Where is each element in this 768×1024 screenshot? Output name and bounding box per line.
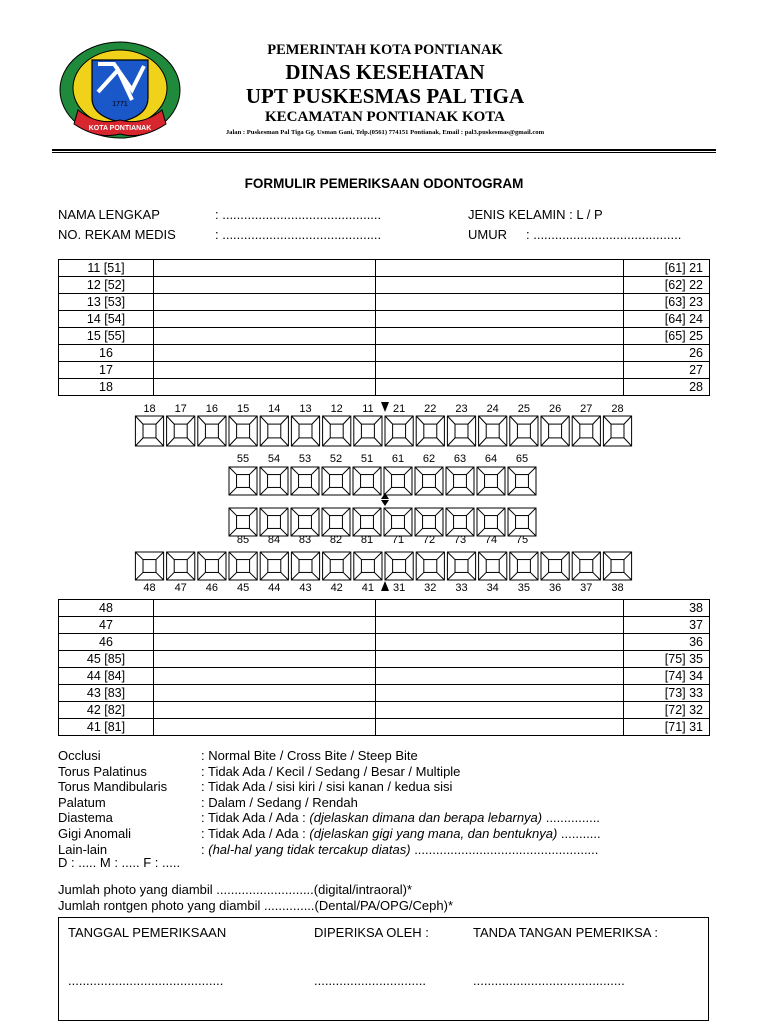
tooth-box[interactable] — [479, 416, 507, 446]
photo-count-field[interactable]: Jumlah photo yang diambil ...........................(digital/intraoral)* — [58, 882, 413, 897]
tooth-number: 53 — [298, 453, 312, 465]
tooth-note-right[interactable] — [376, 600, 624, 617]
examiner-label: DIPERIKSA OLEH : — [314, 925, 429, 940]
tooth-number: 31 — [392, 582, 406, 594]
tooth-label-right: [63] 23 — [624, 294, 710, 311]
tooth-box[interactable] — [322, 508, 350, 536]
tooth-note-right[interactable] — [376, 345, 624, 362]
tooth-note-left[interactable] — [154, 277, 376, 294]
tooth-label-right: 36 — [624, 634, 710, 651]
exam-label: Gigi Anomali — [58, 826, 131, 841]
tooth-label-left: 18 — [59, 379, 154, 396]
tooth-note-right[interactable] — [376, 260, 624, 277]
exam-label: Diastema — [58, 810, 113, 826]
tooth-box[interactable] — [135, 552, 163, 580]
tooth-label-left: 41 [81] — [59, 719, 154, 736]
header-address: Jalan : Puskesman Pal Tiga Gg. Usman Gani, Telp.(0561) 774151 Pontianak, Email : pal3.puskesmas@gmail.com — [225, 129, 545, 136]
exam-value[interactable]: : (hal-hal yang tidak tercakup diatas) ................................................... — [201, 841, 599, 857]
tooth-note-left[interactable] — [154, 311, 376, 328]
tooth-label-right: [61] 21 — [624, 260, 710, 277]
examiner-field[interactable]: ............................... — [314, 973, 426, 988]
tooth-note-right[interactable] — [376, 294, 624, 311]
tooth-label-right: 28 — [624, 379, 710, 396]
exam-label: Occlusi — [58, 748, 101, 763]
tooth-note-left[interactable] — [154, 362, 376, 379]
lower-tooth-row — [59, 685, 710, 702]
midline-arrow-primary-down — [381, 500, 389, 506]
tooth-number: 85 — [236, 534, 250, 546]
tooth-box[interactable] — [572, 552, 600, 580]
tooth-number: 25 — [517, 403, 531, 415]
tooth-box[interactable] — [354, 552, 382, 580]
upper-tooth-row — [59, 294, 710, 311]
tooth-number: 83 — [298, 534, 312, 546]
lower-tooth-row — [59, 651, 710, 668]
tooth-box[interactable] — [323, 416, 351, 446]
tooth-box[interactable] — [510, 552, 538, 580]
tooth-number: 15 — [236, 403, 250, 415]
record-field[interactable]: : ............................................ — [215, 227, 382, 242]
midline-arrow-primary-up — [381, 493, 389, 499]
exam-value[interactable]: : Normal Bite / Cross Bite / Steep Bite — [201, 748, 418, 763]
tooth-box[interactable] — [446, 467, 474, 495]
exam-label: Palatum — [58, 794, 106, 810]
tooth-box[interactable] — [384, 508, 412, 536]
tooth-number: 24 — [486, 403, 499, 415]
upper-tooth-row — [59, 379, 710, 396]
tooth-label-left: 12 [52] — [59, 277, 154, 294]
exam-value[interactable]: : Tidak Ada / Kecil / Sedang / Besar / Multiple — [201, 763, 461, 779]
upper-teeth-table — [58, 259, 710, 396]
tooth-number: 46 — [205, 582, 219, 594]
exam-date-field[interactable]: ........................................... — [68, 973, 224, 988]
tooth-box[interactable] — [479, 552, 507, 580]
tooth-label-right: [75] 35 — [624, 651, 710, 668]
tooth-box[interactable] — [447, 552, 475, 580]
tooth-number: 44 — [268, 582, 281, 594]
signature-box — [58, 917, 709, 1021]
tooth-box[interactable] — [260, 416, 288, 446]
tooth-note-left[interactable] — [154, 651, 376, 668]
tooth-label-left: 45 [85] — [59, 651, 154, 668]
tooth-number: 52 — [329, 453, 343, 465]
tooth-box[interactable] — [198, 552, 226, 580]
tooth-label-right: 37 — [624, 617, 710, 634]
lower-tooth-row — [59, 668, 710, 685]
xray-count-field[interactable]: Jumlah rontgen photo yang diambil ..............(Dental/PA/OPG/Ceph)* — [58, 898, 454, 913]
record-label: NO. REKAM MEDIS — [58, 227, 176, 242]
tooth-note-left[interactable] — [154, 685, 376, 702]
header-department: DINAS KESEHATAN — [285, 60, 485, 84]
signature-field[interactable]: .......................................... — [473, 973, 625, 988]
tooth-note-left[interactable] — [154, 379, 376, 396]
tooth-note-left[interactable] — [154, 260, 376, 277]
midline-arrow-up — [381, 581, 389, 591]
exam-label: Lain-lain — [58, 841, 108, 857]
tooth-number: 23 — [455, 403, 468, 415]
tooth-note-right[interactable] — [376, 328, 624, 345]
tooth-box[interactable] — [541, 416, 569, 446]
tooth-box[interactable] — [198, 416, 226, 446]
signature-label: TANDA TANGAN PEMERIKSA : — [473, 925, 658, 940]
lower-tooth-row — [59, 634, 710, 651]
tooth-number: 42 — [330, 582, 343, 594]
tooth-number: 17 — [174, 403, 187, 415]
tooth-label-left: 11 [51] — [59, 260, 154, 277]
header-clinic: UPT PUSKESMAS PAL TIGA — [245, 84, 525, 108]
tooth-number: 48 — [143, 582, 156, 594]
tooth-number: 21 — [392, 403, 406, 415]
tooth-number: 35 — [517, 582, 531, 594]
tooth-number: 45 — [236, 582, 250, 594]
tooth-label-right: [71] 31 — [624, 719, 710, 736]
tooth-number: 43 — [299, 582, 312, 594]
tooth-box[interactable] — [323, 552, 351, 580]
tooth-box[interactable] — [447, 416, 475, 446]
tooth-note-left[interactable] — [154, 702, 376, 719]
tooth-box[interactable] — [291, 416, 319, 446]
upper-tooth-row — [59, 277, 710, 294]
age-label: UMUR — [468, 227, 507, 242]
tooth-label-left: 43 [83] — [59, 685, 154, 702]
lower-teeth-table — [58, 599, 710, 736]
tooth-box[interactable] — [510, 416, 538, 446]
tooth-number: 37 — [580, 582, 593, 594]
tooth-box[interactable] — [415, 508, 443, 536]
tooth-box[interactable] — [446, 508, 474, 536]
tooth-note-left[interactable] — [154, 617, 376, 634]
tooth-number: 18 — [143, 403, 156, 415]
tooth-label-left: 15 [55] — [59, 328, 154, 345]
exam-value[interactable]: : Dalam / Sedang / Rendah — [201, 794, 358, 810]
tooth-box[interactable] — [135, 416, 163, 446]
upper-tooth-row — [59, 362, 710, 379]
header-divider-thick — [52, 149, 716, 151]
tooth-number: 12 — [330, 403, 343, 415]
exam-value[interactable]: : Tidak Ada / sisi kiri / sisi kanan / kedua sisi — [201, 779, 453, 795]
tooth-number: 54 — [267, 453, 281, 465]
tooth-number: 16 — [205, 403, 219, 415]
tooth-note-left[interactable] — [154, 600, 376, 617]
tooth-box[interactable] — [229, 416, 257, 446]
tooth-number: 11 — [362, 403, 374, 415]
tooth-box[interactable] — [229, 552, 257, 580]
tooth-box[interactable] — [353, 508, 381, 536]
tooth-label-left: 48 — [59, 600, 154, 617]
header-district: KECAMATAN PONTIANAK KOTA — [265, 109, 505, 125]
tooth-box[interactable] — [322, 467, 350, 495]
tooth-label-right: 26 — [624, 345, 710, 362]
dmf-field[interactable]: D : ..... M : ..... F : ..... — [58, 855, 181, 870]
tooth-note-right[interactable] — [376, 362, 624, 379]
tooth-note-right[interactable] — [376, 277, 624, 294]
tooth-note-right[interactable] — [376, 311, 624, 328]
tooth-number: 33 — [455, 582, 468, 594]
header-government: PEMERINTAH KOTA PONTIANAK — [267, 42, 503, 58]
tooth-label-right: [64] 24 — [624, 311, 710, 328]
tooth-box[interactable] — [603, 552, 631, 580]
tooth-box[interactable] — [415, 467, 443, 495]
tooth-box[interactable] — [477, 467, 505, 495]
tooth-label-right: [74] 34 — [624, 668, 710, 685]
tooth-box[interactable] — [291, 467, 319, 495]
tooth-note-left[interactable] — [154, 294, 376, 311]
upper-tooth-row — [59, 345, 710, 362]
tooth-box[interactable] — [260, 508, 288, 536]
exam-value[interactable]: : Tidak Ada / Ada : (djelaskan dimana dan berapa lebarnya) ............... — [201, 810, 600, 826]
tooth-label-right: [73] 33 — [624, 685, 710, 702]
tooth-number: 41 — [361, 582, 375, 594]
tooth-box[interactable] — [260, 467, 288, 495]
tooth-number: 22 — [424, 403, 437, 415]
tooth-box[interactable] — [167, 416, 195, 446]
tooth-number: 34 — [486, 582, 499, 594]
tooth-box[interactable] — [291, 508, 319, 536]
tooth-label-left: 14 [54] — [59, 311, 154, 328]
tooth-note-left[interactable] — [154, 328, 376, 345]
tooth-box[interactable] — [541, 552, 569, 580]
tooth-number: 84 — [267, 534, 281, 546]
exam-label: Torus Palatinus — [58, 763, 147, 779]
header-divider-thin — [52, 152, 716, 153]
tooth-box[interactable] — [477, 508, 505, 536]
tooth-number: 32 — [424, 582, 437, 594]
exam-date-label: TANGGAL PEMERIKSAAN — [68, 925, 227, 940]
tooth-box[interactable] — [384, 467, 412, 495]
tooth-box[interactable] — [572, 416, 600, 446]
tooth-box[interactable] — [603, 416, 631, 446]
tooth-label-right: 27 — [624, 362, 710, 379]
lower-tooth-row — [59, 617, 710, 634]
tooth-note-left[interactable] — [154, 634, 376, 651]
tooth-label-left: 17 — [59, 362, 154, 379]
tooth-note-right[interactable] — [376, 702, 624, 719]
tooth-number: 64 — [484, 453, 498, 465]
lower-tooth-row — [59, 702, 710, 719]
tooth-box[interactable] — [416, 416, 444, 446]
tooth-box[interactable] — [229, 508, 257, 536]
tooth-note-right[interactable] — [376, 685, 624, 702]
tooth-number: 63 — [453, 453, 467, 465]
tooth-number: 65 — [515, 453, 529, 465]
tooth-box[interactable] — [229, 467, 257, 495]
tooth-box[interactable] — [167, 552, 195, 580]
gender-field[interactable]: JENIS KELAMIN : L / P — [468, 207, 603, 222]
tooth-label-left: 13 [53] — [59, 294, 154, 311]
tooth-box[interactable] — [385, 552, 413, 580]
tooth-number: 13 — [299, 403, 312, 415]
logo-year: 1771 — [112, 101, 128, 108]
tooth-box[interactable] — [353, 467, 381, 495]
exam-label: Torus Mandibularis — [58, 779, 168, 795]
tooth-label-left: 16 — [59, 345, 154, 362]
tooth-number: 38 — [611, 582, 624, 594]
tooth-note-right[interactable] — [376, 668, 624, 685]
tooth-number: 14 — [268, 403, 281, 415]
tooth-box[interactable] — [385, 416, 413, 446]
tooth-note-right[interactable] — [376, 719, 624, 736]
tooth-box[interactable] — [354, 416, 382, 446]
lower-tooth-row — [59, 719, 710, 736]
tooth-label-left: 46 — [59, 634, 154, 651]
tooth-number: 74 — [484, 534, 498, 546]
tooth-number: 61 — [391, 453, 405, 465]
tooth-label-right: [65] 25 — [624, 328, 710, 345]
tooth-box[interactable] — [291, 552, 319, 580]
tooth-label-right: [72] 32 — [624, 702, 710, 719]
tooth-label-left: 47 — [59, 617, 154, 634]
tooth-number: 26 — [548, 403, 562, 415]
tooth-note-left[interactable] — [154, 668, 376, 685]
tooth-number: 62 — [422, 453, 436, 465]
tooth-number: 82 — [329, 534, 343, 546]
tooth-number: 71 — [391, 534, 405, 546]
tooth-note-right[interactable] — [376, 617, 624, 634]
tooth-number: 28 — [611, 403, 624, 415]
tooth-label-right: [62] 22 — [624, 277, 710, 294]
tooth-note-right[interactable] — [376, 379, 624, 396]
tooth-number: 73 — [453, 534, 467, 546]
age-field[interactable]: : ......................................... — [526, 227, 682, 242]
tooth-note-left[interactable] — [154, 345, 376, 362]
upper-tooth-row — [59, 311, 710, 328]
tooth-note-right[interactable] — [376, 651, 624, 668]
name-field[interactable]: : ............................................ — [215, 207, 382, 222]
upper-tooth-row — [59, 328, 710, 345]
tooth-box[interactable] — [508, 508, 536, 536]
tooth-number: 47 — [174, 582, 187, 594]
tooth-number: 27 — [580, 403, 593, 415]
tooth-number: 72 — [422, 534, 436, 546]
tooth-box[interactable] — [416, 552, 444, 580]
city-emblem-logo — [58, 40, 182, 140]
name-label: NAMA LENGKAP — [58, 207, 160, 222]
midline-arrow-down — [381, 402, 389, 412]
upper-tooth-row — [59, 260, 710, 277]
tooth-number: 36 — [548, 582, 562, 594]
lower-tooth-row — [59, 600, 710, 617]
form-title: FORMULIR PEMERIKSAAN ODONTOGRAM — [244, 176, 524, 191]
logo-ribbon-text: KOTA PONTIANAK — [88, 125, 152, 132]
tooth-number: 51 — [360, 453, 374, 465]
tooth-note-right[interactable] — [376, 634, 624, 651]
tooth-box[interactable] — [260, 552, 288, 580]
tooth-label-right: 38 — [624, 600, 710, 617]
tooth-number: 55 — [236, 453, 250, 465]
tooth-label-left: 42 [82] — [59, 702, 154, 719]
exam-value[interactable]: : Tidak Ada / Ada : (djelaskan gigi yang mana, dan bentuknya) ........... — [201, 826, 601, 841]
tooth-number: 81 — [360, 534, 374, 546]
odontogram-diagram — [0, 396, 768, 596]
tooth-note-left[interactable] — [154, 719, 376, 736]
tooth-label-left: 44 [84] — [59, 668, 154, 685]
tooth-number: 75 — [515, 534, 529, 546]
tooth-box[interactable] — [508, 467, 536, 495]
